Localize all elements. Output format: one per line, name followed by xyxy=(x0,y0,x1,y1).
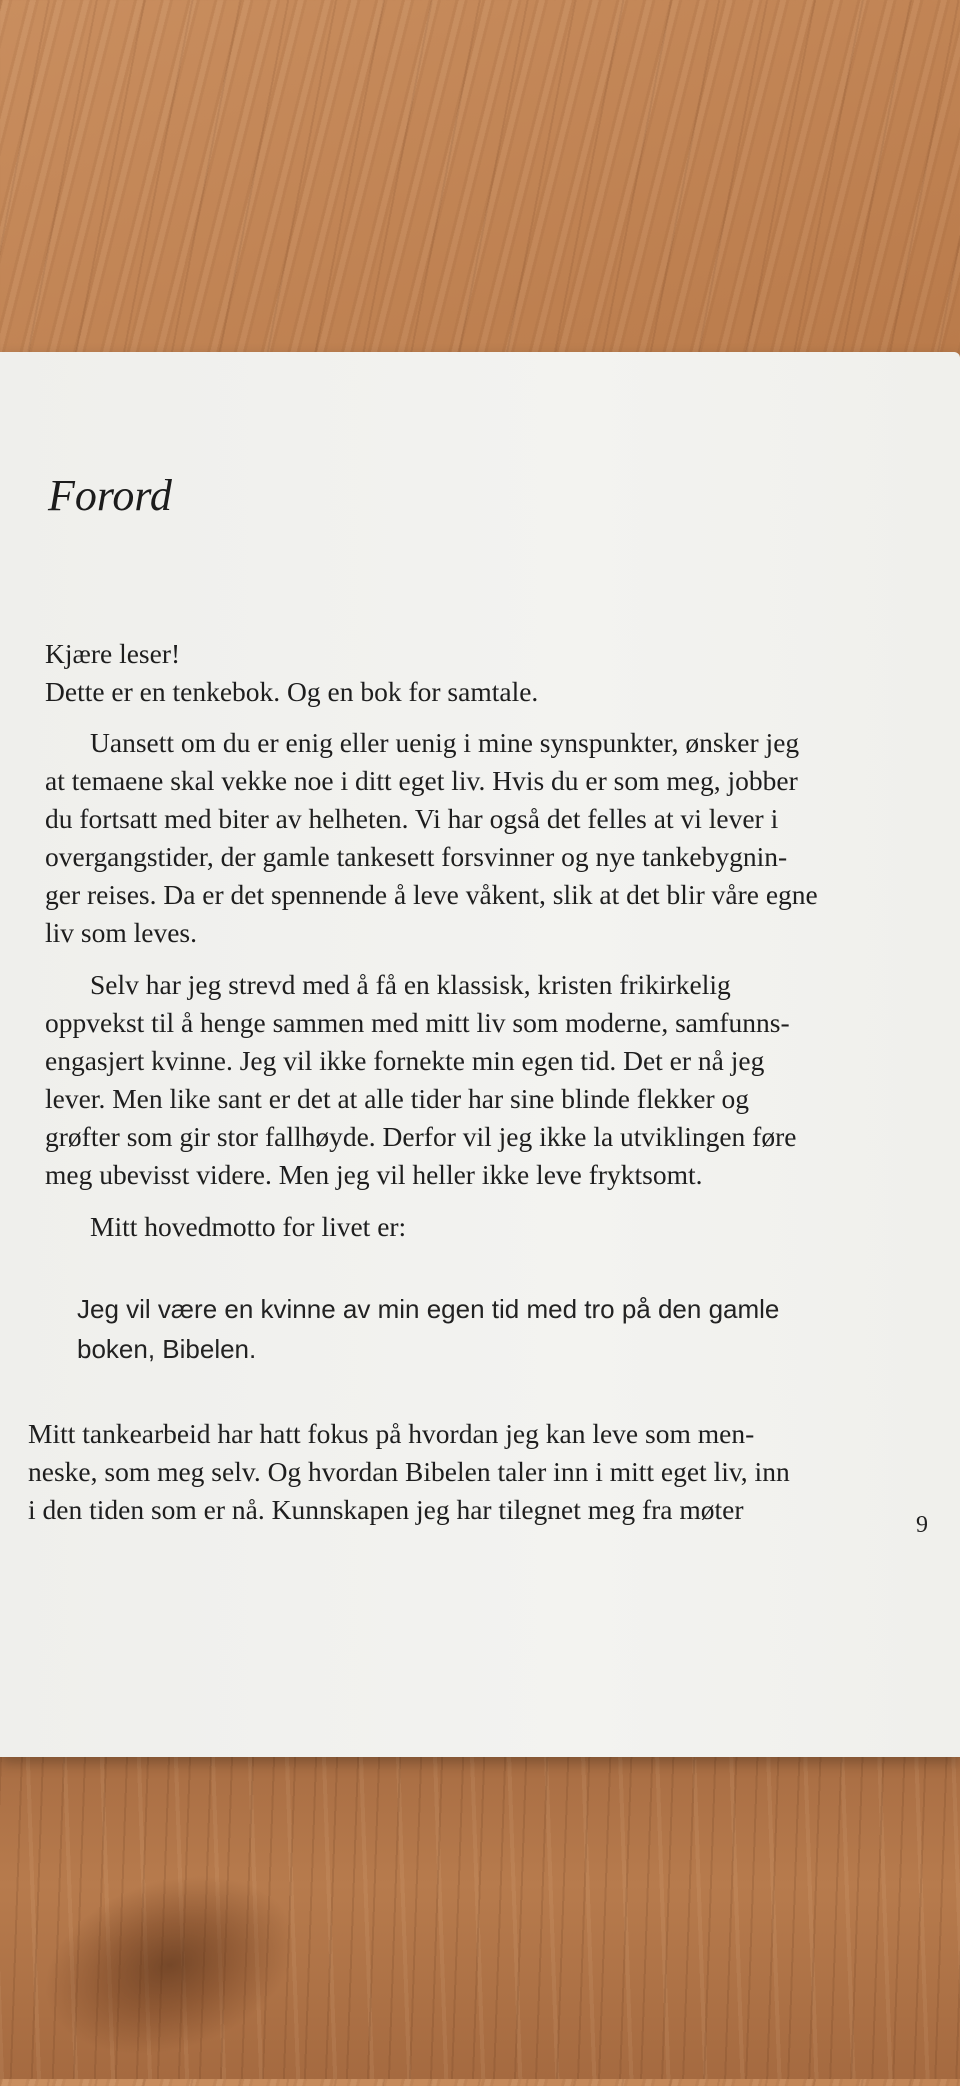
paragraph-3-line: meg ubevisst videre. Men jeg vil heller ikke leve fryktsomt. xyxy=(45,1159,703,1190)
paragraph-3-line: Selv har jeg strevd med å få en klassisk, kristen frikirkelig xyxy=(90,969,731,1000)
paragraph-2-line: liv som leves. xyxy=(45,917,198,948)
paragraph-1: Dette er en tenkebok. Og en bok for samtale. xyxy=(45,676,539,707)
motto-quote-line: Jeg vil være en kvinne av min egen tid med tro på den gamle xyxy=(77,1294,780,1324)
paragraph-2-line: at temaene skal vekke noe i ditt eget liv. Hvis du er som meg, jobber xyxy=(45,765,798,796)
paragraph-3-line: oppvekst til å henge sammen med mitt liv som moderne, samfunns- xyxy=(45,1007,790,1038)
paragraph-5-line: Mitt tankearbeid har hatt fokus på hvordan jeg kan leve som men- xyxy=(28,1418,755,1449)
chapter-title: Forord xyxy=(48,471,172,520)
paragraph-2-line: overgangstider, der gamle tankesett forsvinner og nye tankebygnin- xyxy=(45,841,788,872)
paragraph-2-line: Uansett om du er enig eller uenig i mine synspunkter, ønsker jeg xyxy=(90,727,800,758)
paragraph-3-line: engasjert kvinne. Jeg vil ikke fornekte min egen tid. Det er nå jeg xyxy=(45,1045,765,1076)
paragraph-3-line: lever. Men like sant er det at alle tider har sine blinde flekker og xyxy=(45,1083,750,1114)
greeting: Kjære leser! xyxy=(45,638,181,669)
paragraph-2-line: du fortsatt med biter av helheten. Vi har også det felles at vi lever i xyxy=(45,803,779,834)
book-page xyxy=(0,352,960,1757)
paragraph-4: Mitt hovedmotto for livet er: xyxy=(90,1211,407,1242)
paragraph-5-line: neske, som meg selv. Og hvordan Bibelen taler inn i mitt eget liv, inn xyxy=(28,1456,790,1487)
page-number: 9 xyxy=(916,1512,928,1538)
motto-quote-line: boken, Bibelen. xyxy=(77,1334,257,1364)
paragraph-2-line: ger reises. Da er det spennende å leve våkent, slik at det blir våre egne xyxy=(45,879,818,910)
paragraph-3-line: grøfter som gir stor fallhøyde. Derfor vil jeg ikke la utviklingen føre xyxy=(45,1121,797,1152)
paragraph-5-line: i den tiden som er nå. Kunnskapen jeg har tilegnet meg fra møter xyxy=(28,1494,744,1525)
